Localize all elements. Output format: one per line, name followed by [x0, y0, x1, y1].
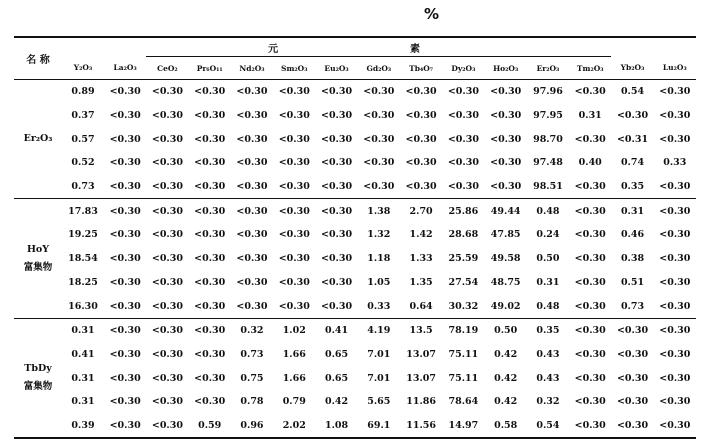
table-cell: <0.30 — [151, 396, 183, 408]
table-cell: 13.07 — [406, 348, 436, 360]
table-row — [14, 390, 696, 414]
table-cell: <0.30 — [194, 229, 226, 241]
column-header: Pr₆O₁₁ — [189, 57, 231, 80]
column-header: Nd₂O₃ — [231, 57, 273, 80]
table-cell: 4.19 — [358, 318, 400, 342]
table-cell: 49.02 — [490, 300, 521, 312]
column-header: Dy₂O₃ — [442, 57, 484, 80]
group-label — [14, 318, 62, 438]
table-row — [14, 318, 696, 342]
table-cell: 98.70 — [533, 133, 563, 145]
table-cell: <0.30 — [659, 276, 691, 288]
table-cell: <0.30 — [194, 133, 226, 145]
table-row — [14, 80, 696, 104]
table-cell: 0.42 — [494, 348, 518, 360]
table-cell: <0.30 — [109, 110, 141, 122]
table-cell: <0.30 — [151, 372, 183, 384]
table-cell: 0.40 — [578, 157, 602, 169]
table-cell: <0.30 — [194, 86, 226, 98]
table-cell: 0.35 — [527, 318, 569, 342]
table-cell: <0.30 — [363, 86, 395, 98]
table-cell: <0.30 — [611, 414, 653, 439]
table-cell: <0.30 — [278, 229, 310, 241]
table-cell: 0.43 — [536, 348, 560, 360]
table-cell: <0.30 — [109, 133, 141, 145]
table-cell: <0.30 — [194, 253, 226, 265]
table-cell: 1.38 — [358, 199, 400, 223]
table-cell: <0.30 — [109, 229, 141, 241]
table-cell: <0.30 — [109, 86, 141, 98]
table-cell: 0.54 — [527, 414, 569, 439]
group-label-line: HoY — [26, 243, 50, 255]
table-cell: <0.30 — [405, 181, 437, 193]
column-header: Yb₂O₃ — [611, 57, 653, 80]
table-cell: <0.30 — [574, 300, 606, 312]
table-cell: <0.30 — [315, 199, 357, 223]
table-row — [14, 271, 696, 295]
table-cell: <0.30 — [151, 253, 183, 265]
table-cell: <0.30 — [659, 348, 691, 360]
table-cell: 0.33 — [367, 300, 391, 312]
table-cell: <0.30 — [659, 396, 691, 408]
table-cell: <0.30 — [574, 372, 606, 384]
table-cell: 0.73 — [71, 181, 95, 193]
table-cell: <0.30 — [320, 276, 353, 288]
table-cell: <0.30 — [278, 86, 310, 98]
table-cell: <0.30 — [320, 181, 353, 193]
table-cell: <0.30 — [320, 157, 353, 169]
table-cell: 0.41 — [71, 348, 95, 360]
table-cell: <0.30 — [278, 276, 310, 288]
table-cell: 0.75 — [240, 372, 264, 384]
table-cell: 11.86 — [406, 396, 436, 408]
table-cell: 11.56 — [400, 414, 442, 439]
table-cell: 1.42 — [409, 229, 433, 241]
table-cell: 1.05 — [367, 276, 391, 288]
table-cell: 75.11 — [448, 372, 479, 384]
table-cell: 5.65 — [367, 396, 391, 408]
table-cell: <0.30 — [236, 276, 268, 288]
table-cell: <0.30 — [231, 199, 273, 223]
table-cell: <0.30 — [363, 181, 395, 193]
table-cell: 1.66 — [282, 372, 306, 384]
table-cell: <0.30 — [194, 300, 226, 312]
table-cell: 97.96 — [533, 86, 563, 98]
table-cell: <0.30 — [194, 181, 226, 193]
group-label-line: TbDy — [24, 363, 52, 375]
table-cell: 0.42 — [494, 372, 518, 384]
table-cell: 0.54 — [620, 86, 645, 98]
table-cell: 0.58 — [485, 414, 527, 439]
table-cell: 0.48 — [536, 300, 560, 312]
table-cell: 0.38 — [620, 253, 645, 265]
table-cell: <0.30 — [109, 276, 141, 288]
table-cell: 0.37 — [71, 110, 95, 122]
table-cell: <0.30 — [659, 110, 691, 122]
table-cell: <0.30 — [236, 157, 268, 169]
column-header: Er₂O₃ — [527, 57, 569, 80]
table-cell: <0.30 — [574, 133, 606, 145]
table-cell: <0.30 — [659, 372, 691, 384]
table-cell: <0.30 — [574, 396, 606, 408]
element-header-left: 元 — [146, 37, 400, 57]
column-header: Tb₄O₇ — [400, 57, 442, 80]
table-cell: 19.25 — [68, 229, 98, 241]
table-cell: <0.30 — [320, 253, 353, 265]
table-cell: <0.30 — [447, 157, 479, 169]
element-header-right: 素 — [400, 37, 611, 57]
table-row — [14, 414, 696, 439]
table-cell: 7.01 — [367, 372, 391, 384]
table-cell: 1.02 — [273, 318, 315, 342]
group-label-line: 富集物 — [23, 261, 53, 273]
table-cell: <0.30 — [447, 133, 479, 145]
table-cell: 0.96 — [231, 414, 273, 439]
table-cell: 49.58 — [490, 253, 521, 265]
table-cell: <0.30 — [194, 110, 226, 122]
table-cell: <0.30 — [194, 157, 226, 169]
table-cell: 0.35 — [620, 181, 645, 193]
table-cell: <0.30 — [320, 110, 353, 122]
table-cell: <0.30 — [574, 86, 606, 98]
table-cell: <0.30 — [194, 276, 226, 288]
table-cell: <0.30 — [151, 229, 183, 241]
table-cell: <0.30 — [363, 157, 395, 169]
table-cell: 0.65 — [324, 348, 349, 360]
table-cell: <0.30 — [278, 253, 310, 265]
table-cell: 1.08 — [315, 414, 357, 439]
table-cell: <0.30 — [236, 253, 268, 265]
table-cell: <0.30 — [109, 372, 141, 384]
table-cell: <0.30 — [194, 348, 226, 360]
table-cell: 0.32 — [231, 318, 273, 342]
table-cell: <0.30 — [490, 157, 522, 169]
table-cell: 0.42 — [494, 396, 518, 408]
table-cell: <0.30 — [278, 300, 310, 312]
table-cell: <0.30 — [574, 348, 606, 360]
table-cell: 0.73 — [240, 348, 264, 360]
table-row — [14, 199, 696, 223]
table-cell: <0.30 — [320, 300, 353, 312]
table-row — [14, 104, 696, 128]
table-cell: <0.30 — [447, 86, 479, 98]
table-cell: <0.30 — [659, 229, 691, 241]
group-label-line: Er₂O₃ — [23, 133, 53, 145]
table-cell: 69.1 — [358, 414, 400, 439]
table-cell: <0.30 — [104, 199, 146, 223]
table-cell: <0.30 — [320, 133, 353, 145]
composition-table — [14, 36, 696, 439]
table-cell: 0.89 — [71, 86, 95, 98]
table-cell: 0.50 — [485, 318, 527, 342]
table-cell: 0.65 — [324, 372, 349, 384]
table-cell: <0.30 — [490, 133, 522, 145]
column-header: Ho₂O₃ — [485, 57, 527, 80]
group-label — [14, 199, 62, 318]
table-cell: 18.25 — [68, 276, 98, 288]
table-cell: 1.18 — [367, 253, 391, 265]
table-cell: <0.30 — [490, 110, 522, 122]
table-cell: <0.30 — [278, 157, 310, 169]
table-cell: <0.30 — [405, 133, 437, 145]
table-cell: <0.30 — [611, 318, 653, 342]
table-cell: <0.30 — [194, 396, 226, 408]
table-body — [14, 80, 696, 439]
table-cell: 30.32 — [448, 300, 479, 312]
column-header: Eu₂O₃ — [315, 57, 357, 80]
table-cell: 0.32 — [536, 396, 560, 408]
table-cell: <0.30 — [574, 276, 606, 288]
column-header-row — [14, 57, 696, 80]
table-cell: 78.64 — [448, 396, 479, 408]
table-cell: 49.44 — [485, 199, 527, 223]
table-cell: <0.30 — [574, 229, 606, 241]
table-cell: <0.30 — [616, 110, 649, 122]
table-cell: 0.46 — [620, 229, 645, 241]
table-cell: 0.39 — [62, 414, 104, 439]
table-cell: <0.30 — [109, 181, 141, 193]
table-cell: <0.30 — [616, 372, 649, 384]
table-cell: <0.30 — [151, 181, 183, 193]
table-row — [14, 175, 696, 199]
table-cell: <0.30 — [236, 133, 268, 145]
table-row — [14, 127, 696, 151]
table-cell: <0.30 — [104, 414, 146, 439]
table-cell: <0.30 — [109, 348, 141, 360]
table-cell: <0.30 — [236, 181, 268, 193]
table-cell: <0.30 — [654, 199, 696, 223]
table-cell: <0.30 — [405, 110, 437, 122]
table-cell: 0.74 — [620, 157, 645, 169]
table-cell: <0.30 — [151, 133, 183, 145]
table-cell: <0.30 — [109, 253, 141, 265]
table-cell: <0.30 — [659, 181, 691, 193]
table-cell: 28.68 — [448, 229, 479, 241]
table-cell: 14.97 — [442, 414, 484, 439]
table-cell: 18.54 — [68, 253, 98, 265]
table-cell: <0.30 — [146, 318, 188, 342]
table-cell: 25.59 — [448, 253, 479, 265]
table-cell: 1.32 — [367, 229, 391, 241]
table-cell: <0.30 — [104, 318, 146, 342]
table-row — [14, 366, 696, 390]
table-cell: <0.30 — [194, 372, 226, 384]
table-cell: 98.51 — [533, 181, 563, 193]
table-cell: 0.57 — [71, 133, 95, 145]
table-cell: 0.31 — [62, 318, 104, 342]
table-cell: <0.30 — [654, 318, 696, 342]
table-cell: <0.30 — [405, 86, 437, 98]
table-cell: 97.95 — [533, 110, 563, 122]
table-cell: <0.30 — [659, 133, 691, 145]
table-cell: <0.30 — [490, 86, 522, 98]
table-cell: 17.83 — [62, 199, 104, 223]
table-row — [14, 247, 696, 271]
table-cell: <0.30 — [447, 110, 479, 122]
table-cell: <0.30 — [616, 396, 649, 408]
table-cell: 0.31 — [71, 396, 95, 408]
table-cell: <0.30 — [654, 414, 696, 439]
table-cell: 1.33 — [409, 253, 433, 265]
table-row — [14, 343, 696, 367]
column-header: Gd₂O₃ — [358, 57, 400, 80]
table-cell: 78.19 — [442, 318, 484, 342]
table-cell: <0.30 — [659, 300, 691, 312]
table-cell: 2.70 — [400, 199, 442, 223]
table-cell: <0.30 — [109, 157, 141, 169]
column-header: Y₂O₃ — [62, 57, 104, 80]
table-cell: 0.73 — [620, 300, 645, 312]
table-cell: 1.66 — [282, 348, 306, 360]
table-cell: <0.30 — [151, 348, 183, 360]
table-cell: <0.30 — [236, 229, 268, 241]
column-header: Tm₂O₃ — [569, 57, 611, 80]
table-cell: <0.30 — [278, 133, 310, 145]
table-cell: <0.30 — [151, 276, 183, 288]
table-cell: <0.30 — [236, 86, 268, 98]
table-cell: 0.43 — [536, 372, 560, 384]
table-cell: 0.41 — [315, 318, 357, 342]
table-cell: <0.30 — [151, 300, 183, 312]
table-cell: <0.30 — [405, 157, 437, 169]
table-cell: <0.30 — [363, 110, 395, 122]
group-label — [14, 80, 62, 199]
table-cell: <0.30 — [146, 414, 188, 439]
table-cell: 0.31 — [71, 372, 95, 384]
table-cell: <0.30 — [659, 86, 691, 98]
table-cell: <0.30 — [109, 300, 141, 312]
unit-percent-mark: % — [424, 5, 440, 23]
table-cell: <0.30 — [151, 86, 183, 98]
table-cell: 2.02 — [273, 414, 315, 439]
table-cell: <0.30 — [574, 253, 606, 265]
table-cell: <0.30 — [151, 157, 183, 169]
table-cell: 0.24 — [536, 229, 560, 241]
table-cell: 0.64 — [409, 300, 433, 312]
table-cell: <0.30 — [569, 414, 611, 439]
table-cell: <0.30 — [574, 181, 606, 193]
table-cell: 0.52 — [71, 157, 95, 169]
table-cell: <0.30 — [363, 133, 395, 145]
table-cell: <0.30 — [278, 181, 310, 193]
table-cell: <0.30 — [320, 229, 353, 241]
table-cell: <0.31 — [616, 133, 649, 145]
table-cell: 48.75 — [490, 276, 521, 288]
table-cell: 0.79 — [282, 396, 306, 408]
group-label-line: 富集物 — [23, 381, 53, 393]
table-cell: <0.30 — [659, 253, 691, 265]
table-cell: <0.30 — [490, 181, 522, 193]
table-cell: 1.35 — [409, 276, 433, 288]
table-cell: 0.48 — [527, 199, 569, 223]
table-cell: <0.30 — [447, 181, 479, 193]
table-cell: 0.51 — [620, 276, 645, 288]
column-header: La₂O₃ — [104, 57, 146, 80]
table-cell: <0.30 — [273, 199, 315, 223]
table-cell: 27.54 — [448, 276, 479, 288]
table-cell: <0.30 — [569, 318, 611, 342]
table-cell: 75.11 — [448, 348, 479, 360]
table-cell: <0.30 — [151, 110, 183, 122]
table-row — [14, 294, 696, 318]
table-cell: 13.5 — [400, 318, 442, 342]
table-cell: <0.30 — [320, 86, 353, 98]
column-header: Lu₂O₃ — [654, 57, 696, 80]
table-cell: <0.30 — [236, 300, 268, 312]
table-cell: 0.78 — [240, 396, 264, 408]
table-cell: <0.30 — [616, 348, 649, 360]
table-cell: <0.30 — [146, 199, 188, 223]
table-cell: 7.01 — [367, 348, 391, 360]
table-cell: <0.30 — [109, 396, 141, 408]
table-row — [14, 223, 696, 247]
table-cell: 0.31 — [611, 199, 653, 223]
table-cell: <0.30 — [189, 199, 231, 223]
table-cell: 0.33 — [663, 157, 687, 169]
column-header: CeO₂ — [146, 57, 188, 80]
table-cell: 97.48 — [533, 157, 563, 169]
table-cell: 0.59 — [189, 414, 231, 439]
table-cell: <0.30 — [189, 318, 231, 342]
table-row — [14, 151, 696, 175]
table-cell: 25.86 — [442, 199, 484, 223]
table-cell: 0.50 — [536, 253, 560, 265]
column-header: Sm₂O₃ — [273, 57, 315, 80]
table-cell: <0.30 — [278, 110, 310, 122]
table-cell: 16.30 — [68, 300, 98, 312]
table-cell: <0.30 — [569, 199, 611, 223]
name-column-header: 名 称 — [14, 37, 62, 80]
table-cell: 0.31 — [536, 276, 560, 288]
table-cell: 47.85 — [490, 229, 521, 241]
table-cell: 13.07 — [406, 372, 436, 384]
table-cell: <0.30 — [236, 110, 268, 122]
table-cell: 0.42 — [324, 396, 349, 408]
table-cell: 0.31 — [578, 110, 602, 122]
